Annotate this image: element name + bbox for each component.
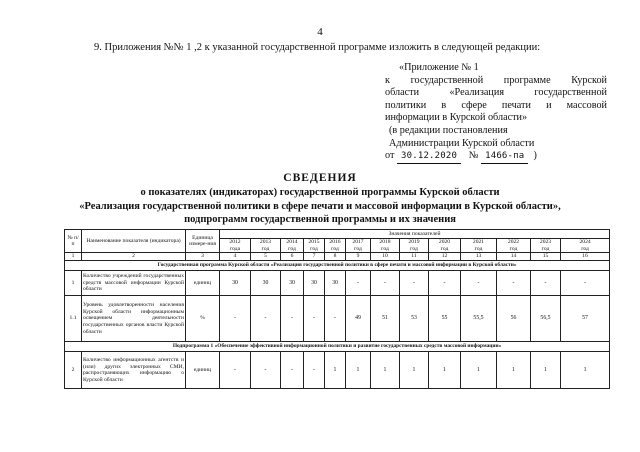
year-header [497, 239, 531, 253]
year-label: 2024 [579, 239, 591, 245]
table-row [65, 296, 610, 342]
indicator-unit: единиц [186, 271, 220, 296]
indicator-name: Уровень удовлетворенности населения Курской области информационным освещением деятельности государственных органов власти Курской области [82, 296, 186, 342]
annex-date-line [385, 150, 607, 164]
column-numbers-row [65, 253, 610, 261]
annex-line-6: (в редакции постановления [389, 124, 508, 136]
indicator-value: 1 [531, 352, 561, 389]
indicator-value: 1 [346, 352, 371, 389]
indicator-value: - [346, 271, 371, 296]
year-suffix: год [261, 245, 270, 252]
column-number: 3 [186, 253, 220, 261]
year-suffix: год [354, 245, 362, 252]
indicator-value: 55,5 [461, 296, 497, 342]
indicator-value: - [251, 352, 281, 389]
year-suffix: год [581, 245, 589, 252]
header-no: № п/п [65, 230, 82, 253]
indicator-value: 1 [429, 352, 461, 389]
column-number: 9 [346, 253, 371, 261]
year-header [325, 239, 346, 253]
indicator-value: 56,5 [531, 296, 561, 342]
indicator-unit: единиц [186, 352, 220, 389]
indicator-value: 1 [497, 352, 531, 389]
document-title: СВЕДЕНИЯ [283, 172, 357, 184]
year-header [251, 239, 281, 253]
column-number: 7 [304, 253, 325, 261]
year-header [400, 239, 429, 253]
section-subprogram-1: Подпрограмма 1 «Обеспечение эффективной информационной политики и развитие государственных средств массовой информации» [65, 342, 610, 352]
annex-line-3: области «Реализация государственной [385, 87, 607, 99]
year-label: 2023 [539, 239, 552, 245]
year-header [371, 239, 400, 253]
annex-line-7: Администрации Курской области [389, 137, 535, 149]
subtitle-line-3: подпрограмм государственной программы и их значения [184, 214, 456, 225]
from-label: от [385, 150, 395, 162]
indicator-value: - [281, 352, 304, 389]
indicators-table [64, 229, 610, 389]
row-number: 1 [65, 271, 82, 296]
indicator-value: - [561, 271, 610, 296]
intro-text: 9. Приложения №№ 1 ,2 к указанной государственной программе изложить в следующей редакции: [94, 42, 541, 53]
indicator-value: - [429, 271, 461, 296]
table-row [65, 352, 610, 389]
indicator-value: - [220, 296, 251, 342]
indicator-value: 49 [346, 296, 371, 342]
column-number: 5 [251, 253, 281, 261]
year-label: 2019 [408, 239, 420, 245]
column-number: 16 [561, 253, 610, 261]
column-number: 8 [325, 253, 346, 261]
indicator-value: 30 [220, 271, 251, 296]
year-header [281, 239, 304, 253]
year-header [531, 239, 561, 253]
row-number: 2 [65, 352, 82, 389]
indicator-value: - [371, 271, 400, 296]
indicator-value: 30 [281, 271, 304, 296]
indicator-value: 56 [497, 296, 531, 342]
annex-line-1: «Приложение № 1 [399, 62, 479, 73]
year-label: 2017 [352, 239, 364, 245]
indicator-value: 30 [251, 271, 281, 296]
indicator-value: - [325, 296, 346, 342]
year-label: 2018 [379, 239, 391, 245]
year-label: 2012 [229, 239, 241, 245]
subtitle-line-2: «Реализация государственной политики в сфере печати и массовой информации в Курской области», [79, 201, 561, 212]
indicator-value: 30 [325, 271, 346, 296]
year-suffix: год [541, 245, 550, 252]
column-number: 14 [497, 253, 531, 261]
indicator-value: 30 [304, 271, 325, 296]
year-suffix: год [474, 245, 483, 252]
year-label: 2015 [308, 239, 320, 245]
indicator-value: - [220, 352, 251, 389]
year-header [561, 239, 610, 253]
column-number: 4 [220, 253, 251, 261]
indicator-value: 53 [400, 296, 429, 342]
annex-line-4: политики в сфере печати и массовой [385, 99, 607, 111]
number-label: № [468, 150, 479, 162]
annex-block [385, 62, 607, 164]
year-suffix: года [229, 245, 241, 252]
table-row [65, 271, 610, 296]
column-number: 13 [461, 253, 497, 261]
page-number: 4 [317, 26, 323, 38]
column-number: 10 [371, 253, 400, 261]
column-number: 1 [65, 253, 82, 261]
section-program: Государственная программа Курской области «Реализация государственной политики в сфере печати и массовой информации в Курской области» [65, 261, 610, 271]
closing-paren: ) [533, 150, 537, 162]
indicator-value: 51 [371, 296, 400, 342]
indicator-name: Количество учреждений государственных средств массовой информации Курской области [82, 271, 186, 296]
indicator-value: - [531, 271, 561, 296]
year-label: 2022 [507, 239, 520, 245]
year-header [429, 239, 461, 253]
year-suffix: год [410, 245, 418, 252]
header-name: Наименование показателя (индикатора) [82, 230, 186, 253]
indicator-value: - [251, 296, 281, 342]
annex-line-5: информации в Курской области» [385, 112, 528, 124]
resolution-date: 30.12.2020 [397, 150, 461, 164]
year-label: 2020 [438, 239, 451, 245]
year-suffix: год [310, 245, 318, 252]
column-number: 2 [82, 253, 186, 261]
column-number: 6 [281, 253, 304, 261]
indicator-value: - [497, 271, 531, 296]
header-values: Значения показателей [220, 230, 610, 239]
year-suffix: год [288, 245, 296, 252]
indicator-unit: % [186, 296, 220, 342]
column-number: 11 [400, 253, 429, 261]
year-suffix: год [509, 245, 518, 252]
column-number: 15 [531, 253, 561, 261]
indicator-value: 1 [371, 352, 400, 389]
indicator-value: - [281, 296, 304, 342]
year-header [346, 239, 371, 253]
year-suffix: год [440, 245, 449, 252]
indicator-value: 1 [561, 352, 610, 389]
indicator-value: - [304, 352, 325, 389]
year-header [304, 239, 325, 253]
indicator-value: 1 [461, 352, 497, 389]
header-unit: Единица измере-ния [186, 230, 220, 253]
column-number: 12 [429, 253, 461, 261]
row-number: 1.1 [65, 296, 82, 342]
year-suffix: год [331, 245, 339, 252]
indicator-value: 57 [561, 296, 610, 342]
indicator-name: Количество информационных агентств и (или) других электронных СМИ, распространяющих информацию о Курской области [82, 352, 186, 389]
year-header [220, 239, 251, 253]
indicator-value: 1 [325, 352, 346, 389]
subtitle-line-1: о показателях (индикаторах) государственной программы Курской области [140, 187, 500, 198]
year-header [461, 239, 497, 253]
indicator-value: - [461, 271, 497, 296]
indicator-value: 1 [400, 352, 429, 389]
year-label: 2016 [329, 239, 341, 245]
year-suffix: год [381, 245, 389, 252]
year-label: 2013 [259, 239, 272, 245]
indicator-value: - [304, 296, 325, 342]
indicator-value: - [400, 271, 429, 296]
year-label: 2021 [472, 239, 485, 245]
resolution-number: 1466-па [481, 150, 528, 164]
year-label: 2014 [286, 239, 298, 245]
annex-line-2: к государственной программе Курской [385, 74, 607, 86]
indicator-value: 55 [429, 296, 461, 342]
